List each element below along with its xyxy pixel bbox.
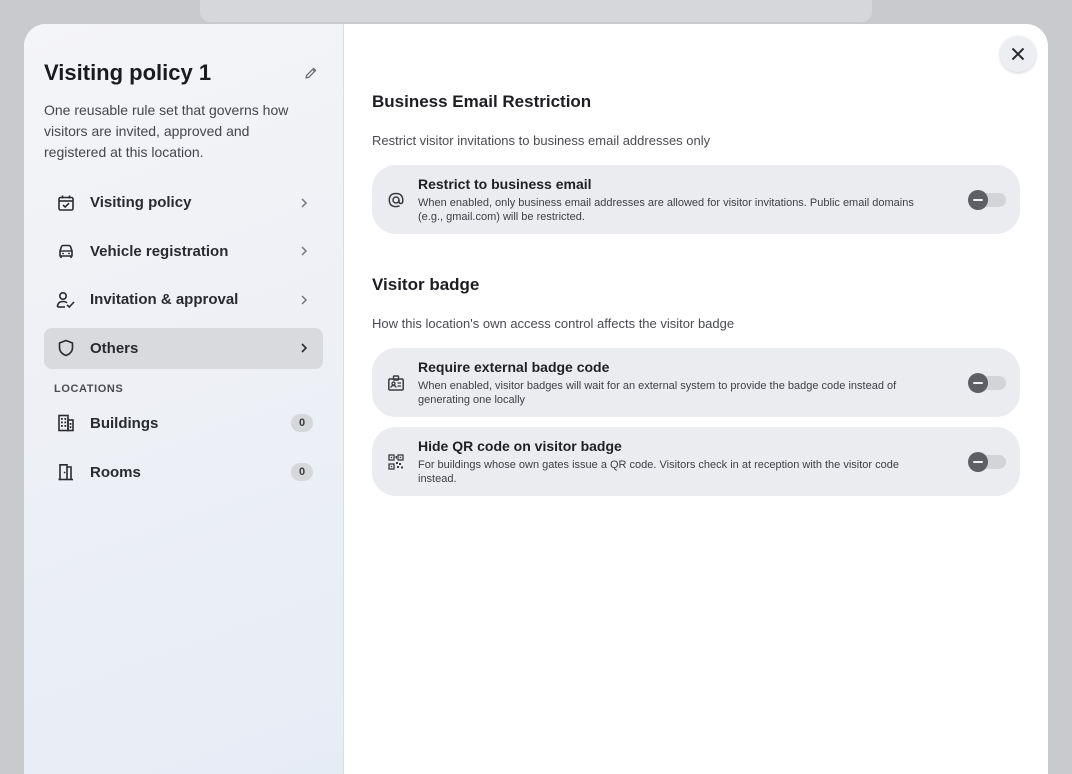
nav-label: Visiting policy (90, 194, 192, 211)
setting-text (418, 428, 960, 496)
settings-content (344, 24, 1048, 774)
edit-title-button[interactable] (299, 61, 323, 85)
toggle-knob (968, 373, 988, 393)
nav-label: Others (90, 339, 139, 357)
setting-description: When enabled, visitor badges will wait for an external system to provide the badge code instead of generating one locally (418, 379, 897, 406)
section-description: Restrict visitor invitations to business email addresses only (372, 133, 711, 148)
setting-text (418, 166, 960, 234)
chevron-right-icon (297, 293, 311, 307)
section-business-email (372, 92, 1020, 234)
toggle-knob (968, 190, 988, 210)
setting-description: When enabled, only business email addresses are allowed for visitor invitations. Public email domains (e.g., gmail.com) will be restricted. (418, 196, 914, 223)
chevron-right-icon (297, 244, 311, 258)
background-search-bar (200, 0, 872, 22)
nav-label: Vehicle registration (90, 242, 229, 260)
shield-icon (56, 338, 76, 358)
restrict-business-email-toggle[interactable] (970, 193, 1006, 207)
settings-nav (44, 182, 323, 369)
setting-title: Restrict to business email (418, 175, 592, 192)
sidebar (24, 24, 344, 774)
setting-hide-qr-code (372, 427, 1020, 496)
car-icon (56, 241, 76, 261)
building-icon (56, 413, 76, 433)
count-badge: 0 (291, 414, 313, 432)
close-icon (1011, 47, 1025, 61)
section-visitor-badge (372, 275, 1020, 496)
count-badge: 0 (291, 463, 313, 481)
locations-list (44, 403, 323, 493)
setting-title: Hide QR code on visitor badge (418, 437, 622, 454)
location-label: Rooms (90, 463, 141, 481)
nav-item-visiting-policy[interactable] (44, 182, 323, 223)
location-item-rooms[interactable] (44, 452, 323, 493)
user-check-icon (56, 290, 76, 310)
policy-modal (24, 24, 1048, 774)
policy-title: Visiting policy 1 (44, 60, 212, 85)
section-title: Visitor badge (372, 275, 480, 294)
section-title: Business Email Restriction (372, 92, 592, 111)
setting-require-external-badge-code (372, 348, 1020, 417)
nav-item-others[interactable] (44, 328, 323, 369)
setting-description: For buildings whose own gates issue a QR code. Visitors check in at reception with the visitor code instead. (418, 458, 899, 485)
require-external-badge-code-toggle[interactable] (970, 376, 1006, 390)
setting-title: Require external badge code (418, 358, 610, 375)
nav-item-vehicle-registration[interactable] (44, 231, 323, 272)
door-icon (56, 462, 76, 482)
pencil-icon (304, 66, 318, 80)
nav-item-invitation-approval[interactable] (44, 279, 323, 320)
location-item-buildings[interactable] (44, 403, 323, 444)
policy-description: One reusable rule set that governs how visitors are invited, approved and registered at this location. (44, 102, 289, 160)
id-badge-icon (386, 373, 406, 393)
location-label: Buildings (90, 414, 159, 432)
chevron-right-icon (297, 341, 311, 355)
chevron-right-icon (297, 196, 311, 210)
setting-restrict-business-email (372, 165, 1020, 234)
qr-code-icon (386, 452, 406, 472)
calendar-check-icon (56, 193, 76, 213)
title-row (44, 60, 323, 86)
section-description: How this location's own access control affects the visitor badge (372, 316, 735, 331)
nav-label: Invitation & approval (90, 291, 239, 308)
toggle-knob (968, 452, 988, 472)
at-sign-icon (386, 190, 406, 210)
close-button[interactable] (1000, 36, 1036, 72)
hide-qr-code-toggle[interactable] (970, 455, 1006, 469)
setting-text (418, 349, 960, 417)
locations-section-label: LOCATIONS (54, 382, 124, 395)
